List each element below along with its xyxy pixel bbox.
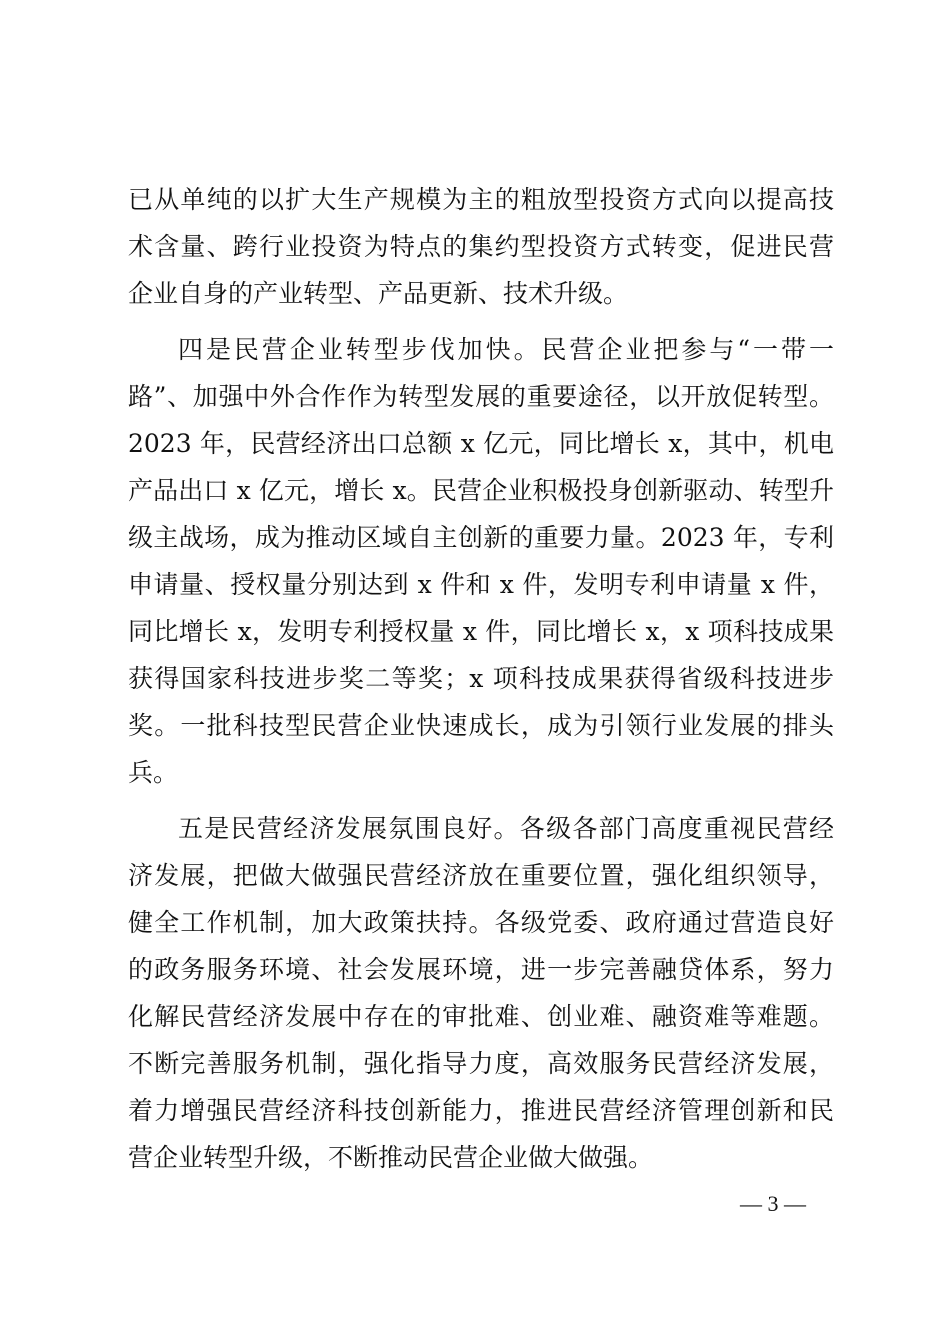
text-line: 已从单纯的以扩大生产规模为主的粗放型投资方式向以提高技: [128, 185, 834, 214]
text-line: 同比增长 x，发明专利授权量 x 件，同比增长 x，x 项科技成果: [128, 617, 834, 646]
text-line: 术含量、跨行业投资为特点的集约型投资方式转变，促进民营: [128, 232, 834, 261]
text-line: 兵。: [128, 758, 179, 787]
document-body: [128, 176, 834, 1181]
text-line: 着力增强民营经济科技创新能力，推进民营经济管理创新和民: [128, 1096, 834, 1125]
paragraph-2: [128, 326, 834, 796]
text-line: 营企业转型升级，不断推动民营企业做大做强。: [128, 1143, 654, 1172]
text-line: 五是民营经济发展氛围良好。各级各部门高度重视民营经: [178, 814, 834, 843]
text-line: 企业自身的产业转型、产品更新、技术升级。: [128, 279, 629, 308]
text-line: 获得国家科技进步奖二等奖；x 项科技成果获得省级科技进步: [128, 664, 834, 693]
text-line: 2023 年，民营经济出口总额 x 亿元，同比增长 x，其中，机电: [128, 429, 834, 458]
text-line: 级主战场，成为推动区域自主创新的重要力量。2023 年，专利: [128, 523, 834, 552]
text-line: 不断完善服务机制，强化指导力度，高效服务民营经济发展，: [128, 1049, 834, 1078]
text-line: 申请量、授权量分别达到 x 件和 x 件，发明专利申请量 x 件，: [128, 570, 834, 599]
page-number: — 3 —: [740, 1191, 806, 1216]
text-line: 济发展，把做大做强民营经济放在重要位置，强化组织领导，: [128, 861, 834, 890]
text-line: 的政务服务环境、社会发展环境，进一步完善融贷体系，努力: [128, 955, 834, 984]
text-line: 路”、加强中外合作作为转型发展的重要途径，以开放促转型。: [128, 382, 834, 411]
paragraph-1: [128, 176, 834, 317]
text-line: 四是民营企业转型步伐加快。民营企业把参与“一带一: [178, 335, 834, 364]
text-line: 奖。一批科技型民营企业快速成长，成为引领行业发展的排头: [128, 711, 834, 740]
paragraph-3: [128, 805, 834, 1181]
text-line: 产品出口 x 亿元，增长 x。民营企业积极投身创新驱动、转型升: [128, 476, 834, 505]
text-line: 化解民营经济发展中存在的审批难、创业难、融资难等难题。: [128, 1002, 834, 1031]
text-line: 健全工作机制，加大政策扶持。各级党委、政府通过营造良好: [128, 908, 834, 937]
